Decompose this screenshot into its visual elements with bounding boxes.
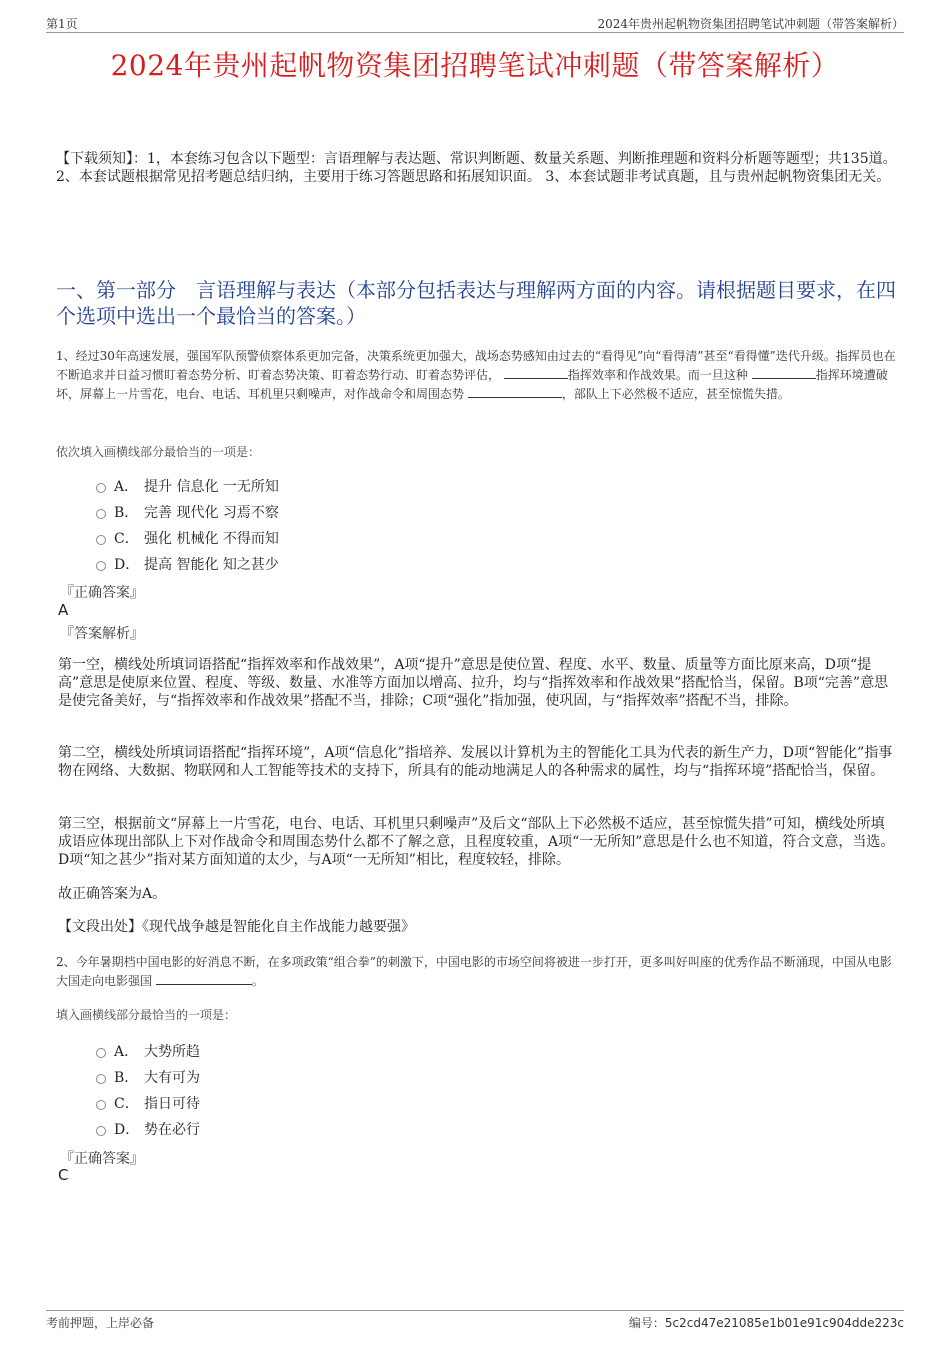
- option-text: 势在必行: [144, 1122, 200, 1138]
- download-notice: 【下载须知】：1，本套练习包含以下题型：言语理解与表达题、常识判断题、数量关系题、判断推理题和资料分析题等题型；共135道。 2、本套试题根据常见招考题总结归纳，主要用于练习答题思路和拓展知识面。 3、本套试题非考试真题，且与贵州起帆物资集团无关。: [56, 151, 897, 185]
- radio-icon[interactable]: [96, 561, 106, 571]
- q1-option-b[interactable]: [96, 502, 279, 522]
- option-letter: A．: [114, 1044, 139, 1060]
- q1-text-part-a: 1、经过30年高速发展，强国军队预警侦察体系更加完备，决策系统更加强大，战场态势感知由过去的“看得见”向“看得清”甚至“看得懂”迭代升级。指挥员也在不断追求并日益习惯盯着态势分析、盯着态势决策、盯着态势行动、盯着态势评估，: [56, 349, 896, 382]
- header-doc-title: 2024年贵州起帆物资集团招聘笔试冲刺题（带答案解析）: [597, 17, 904, 31]
- option-letter: D．: [114, 557, 140, 573]
- option-text: 提升 信息化 一无所知: [144, 479, 279, 495]
- option-text: 强化 机械化 不得而知: [144, 531, 279, 547]
- q1-answer-label: 『正确答案』: [60, 585, 144, 601]
- option-text: 大势所趋: [144, 1044, 200, 1060]
- question-2-text: [56, 953, 901, 991]
- q1-blank-2: [752, 366, 816, 379]
- option-text: 指日可待: [144, 1096, 200, 1112]
- option-letter: C．: [114, 1096, 139, 1112]
- radio-icon[interactable]: [96, 1074, 106, 1084]
- option-letter: D．: [114, 1122, 140, 1138]
- option-text: 大有可为: [144, 1070, 200, 1086]
- option-letter: B．: [114, 1070, 139, 1086]
- q2-text-part-a: 2、今年暑期档中国电影的好消息不断，在多项政策“组合拳”的刺激下，中国电影的市场空间将被进一步打开，更多叫好叫座的优秀作品不断涌现，中国从电影大国走向电影强国: [56, 955, 892, 988]
- q1-answer: A: [58, 601, 69, 619]
- radio-icon[interactable]: [96, 535, 106, 545]
- q2-text-part-b: 。: [251, 974, 264, 988]
- q1-source: 【文段出处】《现代战争越是智能化自主作战能力越要强》: [58, 919, 415, 935]
- q2-option-c[interactable]: [96, 1093, 200, 1113]
- q1-analysis-conclusion: 故正确答案为A。: [58, 886, 167, 902]
- q1-blank-3: [468, 385, 562, 398]
- footer-code: [629, 1314, 904, 1331]
- option-letter: C．: [114, 531, 139, 547]
- page-title: 2024年贵州起帆物资集团招聘笔试冲刺题（带答案解析）: [110, 49, 840, 82]
- radio-icon[interactable]: [96, 1126, 106, 1136]
- q1-option-a[interactable]: [96, 476, 279, 496]
- footer-code-value: 5c2cd47e21085e1b01e91c904dde223c: [664, 1316, 904, 1330]
- section-heading: 一、第一部分 言语理解与表达（本部分包括表达与理解两方面的内容。请根据题目要求，在四个选项中选出一个最恰当的答案。）: [56, 278, 896, 328]
- q2-answer: C: [58, 1166, 69, 1184]
- q2-instruction: 填入画横线部分最恰当的一项是：: [56, 1008, 237, 1022]
- q1-instruction: 依次填入画横线部分最恰当的一项是：: [56, 445, 261, 459]
- radio-icon[interactable]: [96, 1048, 106, 1058]
- radio-icon[interactable]: [96, 483, 106, 493]
- option-letter: A．: [114, 479, 139, 495]
- q1-option-d[interactable]: [96, 554, 279, 574]
- q1-text-part-d: ，部队上下必然极不适应，甚至惊慌失措。: [561, 387, 790, 401]
- option-text: 提高 智能化 知之甚少: [144, 557, 279, 573]
- q1-blank-1: [504, 366, 568, 379]
- footer-code-label: 编号：: [628, 1316, 665, 1330]
- q2-option-a[interactable]: [96, 1041, 200, 1061]
- q1-analysis-label: 『答案解析』: [60, 626, 144, 642]
- q1-analysis-para-3: 第三空，根据前文“屏幕上一片雪花，电台、电话、耳机里只剩噪声”及后文“部队上下必然极不适应，甚至惊慌失措”可知，横线处所填成语应体现出部队上下对作战命令和周围态势什么都不了解之意，且程度较重，A项“一无所知”意思是什么也不知道，符合文意，当选。D项“知之甚少”指对某方面知道的太少，与A项“一无所知”相比，程度较轻，排除。: [58, 816, 895, 868]
- q2-option-d[interactable]: [96, 1119, 200, 1139]
- header-divider: [46, 32, 904, 33]
- q1-analysis-para-2: 第二空，横线处所填词语搭配“指挥环境”，A项“信息化”指培养、发展以计算机为主的智能化工具为代表的新生产力，D项“智能化”指事物在网络、大数据、物联网和人工智能等技术的支持下，所具有的能动地满足人的各种需求的属性，均与“指挥环境”搭配恰当，保留。: [58, 745, 893, 779]
- footer-divider: [46, 1310, 904, 1311]
- page-number: 第1页: [46, 17, 78, 31]
- radio-icon[interactable]: [96, 1100, 106, 1110]
- q1-option-c[interactable]: [96, 528, 279, 548]
- q1-text-part-b: 指挥效率和作战效果。而一旦这种: [567, 368, 748, 382]
- radio-icon[interactable]: [96, 509, 106, 519]
- q1-text-part-c: 指挥环境遭破坏，屏幕上一片雪花，电台、电话、耳机里只剩噪声，对作战命令和周围态势: [56, 368, 888, 401]
- option-text: 完善 现代化 习焉不察: [144, 505, 279, 521]
- option-letter: B．: [114, 505, 139, 521]
- question-1-text: [56, 347, 901, 404]
- q2-blank: [156, 972, 252, 985]
- q1-analysis-para-1: 第一空，横线处所填词语搭配“指挥效率和作战效果”，A项“提升”意思是使位置、程度、水平、数量、质量等方面比原来高，D项“提高”意思是使原来位置、程度、等级、数量、水准等方面加以增高、拉升，均与“指挥效率和作战效果”搭配恰当，保留。B项“完善”意思是使完备美好，与“指挥效率和作战效果”搭配不当，排除；C项“强化”指加强，使巩固，与“指挥效率”搭配不当，排除。: [58, 657, 889, 709]
- q2-answer-label: 『正确答案』: [60, 1151, 144, 1167]
- q2-option-b[interactable]: [96, 1067, 200, 1087]
- footer-slogan: 考前押题，上岸必备: [46, 1316, 155, 1330]
